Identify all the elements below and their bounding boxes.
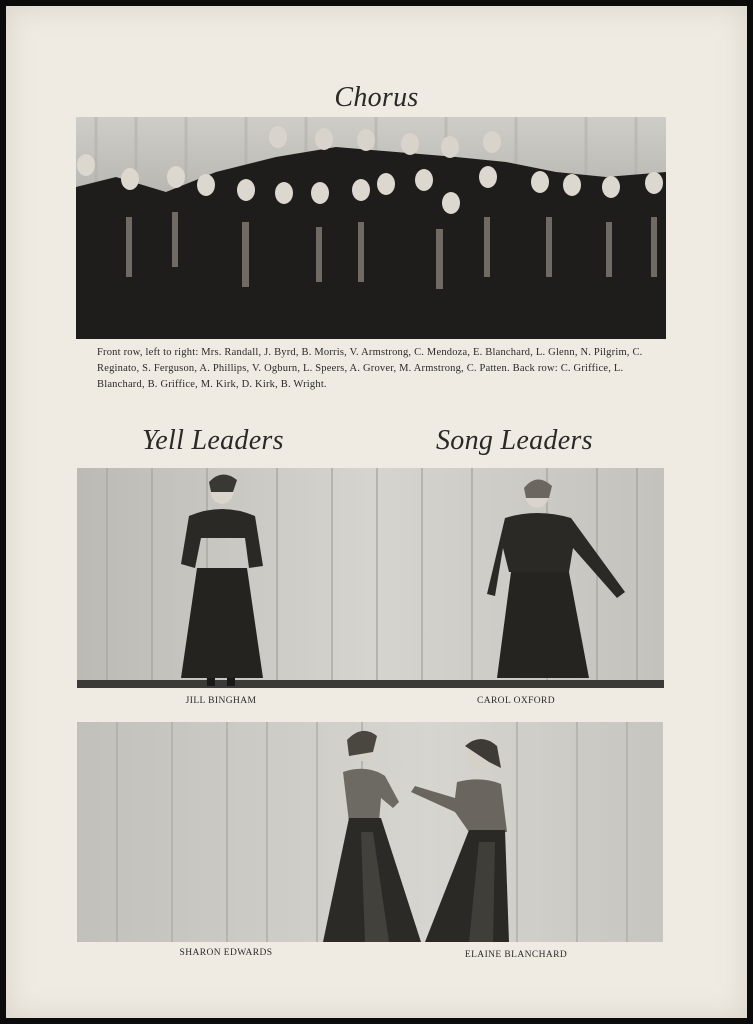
- leader-name-left: JILL BINGHAM: [185, 696, 257, 706]
- chorus-heading: Chorus: [334, 82, 419, 113]
- leader-name-right: CAROL OXFORD: [476, 696, 556, 706]
- chorus-caption: Front row, left to right: Mrs. Randall, J. Byrd, B. Morris, V. Armstrong, C. Mendoza, E. Blanchard, L. Glenn, N. Pilgrim, C. Reginato, S. Ferguson, A. Phillips, V. Ogburn, L. Speers, A. Grover, M. Armstrong, C. Patten. Back row: C. Griffice, L. Blanchard, B. Griffice, M. Kirk, D. Kirk, B. Wright.: [97, 347, 643, 390]
- bottom-leaders-photo: [77, 722, 663, 942]
- chorus-photo: [76, 117, 666, 339]
- yearbook-page: [6, 6, 747, 1018]
- bottom-name-right: ELAINE BLANCHARD: [464, 950, 568, 960]
- yell-leaders-heading: Yell Leaders: [142, 425, 284, 456]
- bottom-leaders-photo-image: [77, 722, 663, 942]
- bottom-name-left: SHARON EDWARDS: [179, 948, 273, 958]
- leaders-photo: [77, 468, 664, 688]
- chorus-photo-image: [76, 117, 666, 339]
- leaders-photo-image: [77, 468, 664, 688]
- song-leaders-heading: Song Leaders: [436, 425, 593, 456]
